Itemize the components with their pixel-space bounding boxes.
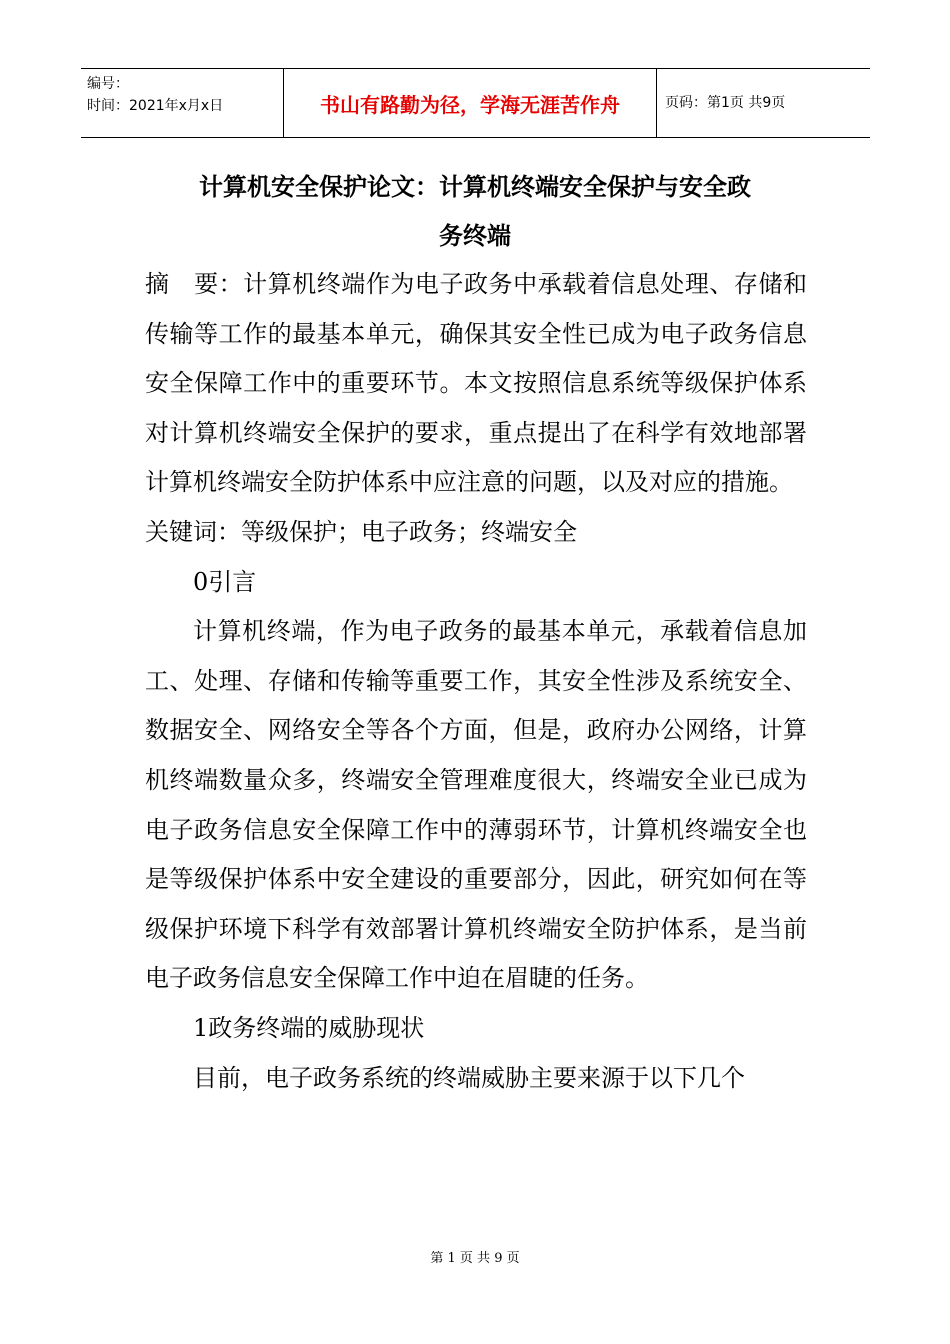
document-title-line-2: 务终端 [439, 222, 511, 250]
header-page-info: 页码：第1页 共9页 [665, 95, 786, 111]
document-body [145, 260, 807, 1103]
document-title-line-1: 计算机安全保护论文：计算机终端安全保护与安全政 [199, 173, 751, 201]
threats-paragraph: 目前，电子政务系统的终端威胁主要来源于以下几个 [193, 1063, 745, 1092]
section-heading-threats: 1政务终端的威胁现状 [193, 1013, 425, 1042]
document-header [81, 68, 870, 138]
header-motto: 书山有路勤为径，学海无涯苦作舟 [283, 69, 657, 137]
introduction-paragraph: 计算机终端，作为电子政务的最基本单元，承载着信息加工、处理、存储和传输等重要工作，其安全性涉及系统安全、数据安全、网络安全等各个方面，但是，政府办公网络，计算机终端数量众多，终端安全管理难度很大，终端安全业已成为电子政务信息安全保障工作中的薄弱环节，计算机终端安全也是等级保护体系中安全建设的重要部分，因此，研究如何在等级保护环境下科学有效部署计算机终端安全防护体系，是当前电子政务信息安全保障工作中迫在眉睫的任务。 [145, 617, 807, 993]
header-meta [87, 73, 223, 117]
page-footer: 第 1 页 共 9 页 [430, 1251, 520, 1266]
keywords-paragraph: 关键词：等级保护；电子政务；终端安全 [145, 517, 577, 546]
abstract-paragraph: 摘 要：计算机终端作为电子政务中承载着信息处理、存储和传输等工作的最基本单元，确保其安全性已成为电子政务信息安全保障工作中的重要环节。本文按照信息系统等级保护体系对计算机终端安全保护的要求，重点提出了在科学有效地部署计算机终端安全防护体系中应注意的问题，以及对应的措施。 [145, 270, 807, 497]
document-number-label: 编号： [87, 76, 129, 92]
section-heading-introduction: 0引言 [193, 567, 257, 596]
document-time-label: 时间：2021年x月x日 [87, 98, 224, 114]
